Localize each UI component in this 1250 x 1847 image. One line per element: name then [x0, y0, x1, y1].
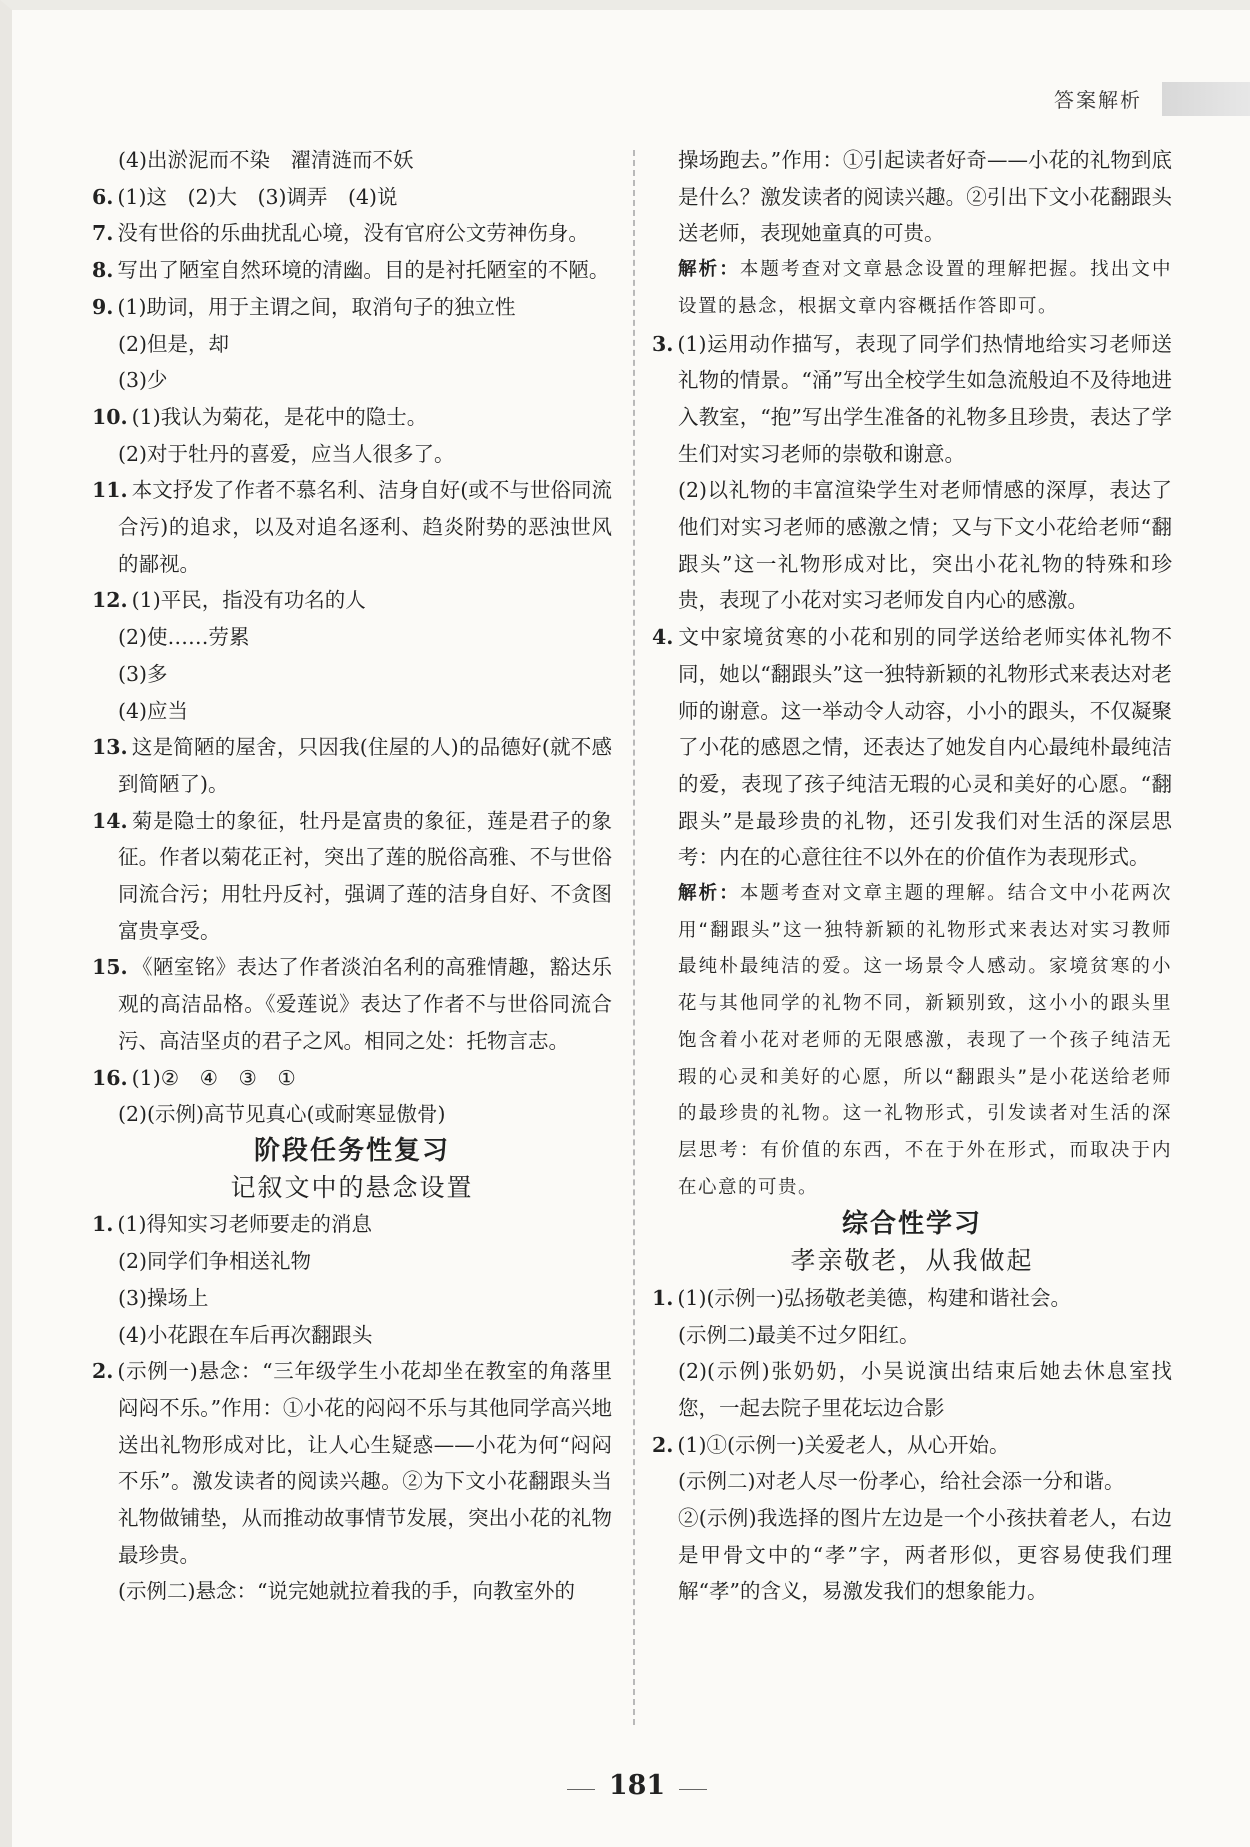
- question-number: 3.: [652, 331, 674, 356]
- section-subtitle: 记叙文中的悬念设置: [230, 1172, 474, 1202]
- answer-text: (1)这 (2)大 (3)调弄 (4)说: [117, 184, 398, 209]
- answer-text: (1)我认为菊花，是花中的隐士。: [131, 404, 428, 429]
- answer-sub: (示例二)对老人尽一份孝心，给社会添一分和谐。: [678, 1469, 1125, 1494]
- answer-sub: ②(示例)我选择的图片左边是一个小孩扶着老人，右边是甲骨文中的“孝”字，两者形似，更容易使我们理解“孝”的含义，易激发我们的想象能力。: [678, 1506, 1172, 1604]
- answer-text: 《陋室铭》表达了作者淡泊名利的高雅情趣，豁达乐观的高洁品格。《爱莲说》表达了作者不与世俗同流合污、高洁坚贞的君子之风。相同之处：托物言志。: [118, 955, 612, 1053]
- answer-4: [652, 619, 1172, 876]
- answer-text: (1)得知实习老师要走的消息: [117, 1212, 372, 1237]
- answer-text: 这是简陋的屋舍，只因我(住屋的人)的品德好(就不感到简陋了)。: [118, 735, 612, 796]
- answer-text: (1)平民，指没有功名的人: [131, 588, 366, 613]
- answer-text: (1)①(示例一)关爱老人，从心开始。: [677, 1432, 1010, 1457]
- answer-6: [92, 179, 612, 216]
- question-number: 13.: [92, 735, 128, 760]
- question-number: 9.: [92, 294, 114, 319]
- answer-sub: (2)(示例)高节见真心(或耐寒显傲骨): [118, 1102, 446, 1127]
- answer-sub: (2)同学们争相送礼物: [118, 1249, 312, 1274]
- answer-7: [92, 215, 612, 252]
- answer-14: [92, 803, 612, 950]
- question-number: 4.: [652, 625, 674, 650]
- footer-dash-right: [679, 1789, 707, 1790]
- header-label: 答案解析: [1054, 88, 1142, 112]
- question-number: 16.: [92, 1065, 128, 1090]
- answer-sub: (2)使……劳累: [118, 625, 250, 650]
- question-number: 7.: [92, 221, 114, 246]
- answer-13: [92, 729, 612, 802]
- left-column: [92, 142, 612, 1610]
- answer-sub: (2)(示例)张奶奶，小吴说演出结束后她去休息室找您，一起去院子里花坛边合影: [678, 1359, 1172, 1420]
- answer-sub: (4)小花跟在车后再次翻跟头: [118, 1322, 373, 1347]
- comprehensive-answer-1: [652, 1280, 1172, 1317]
- answer-text: (1)助词，用于主谓之间，取消句子的独立性: [117, 294, 516, 319]
- answer-text: (示例一)悬念：“三年级学生小花却坐在教室的角落里闷闷不乐。”作用：①小花的闷闷不乐与其他同学高兴地送出礼物形成对比，让人心生疑惑——小花为何“闷闷不乐”。激发读者的阅读兴趣。②为下文小花翻跟头当礼物做铺垫，从而推动故事情节发展，突出小花的礼物最珍贵。: [117, 1359, 612, 1567]
- answer-sub: (3)多: [118, 661, 168, 686]
- analysis-text: 本题考查对文章悬念设置的理解把握。找出文中设置的悬念，根据文章内容概括作答即可。: [678, 259, 1172, 317]
- comprehensive-answer-2: [652, 1427, 1172, 1464]
- answer-sub: (4)应当: [118, 698, 189, 723]
- question-number: 11.: [92, 478, 128, 503]
- question-number: 8.: [92, 258, 114, 283]
- analysis-text: 本题考查对文章主题的理解。结合文中小花两次用“翻跟头”这一独特新颖的礼物形式来表达对实习教师最纯朴最纯洁的爱。这一场景令人感动。家境贫寒的小花与其他同学的礼物不同，新颖别致，这小小的跟头里饱含着小花对老师的无限感激，表现了一个孩子纯洁无瑕的心灵和美好的心愿，所以“翻跟头”是小花送给老师的最珍贵的礼物。这一礼物形式，引发读者对生活的深层思考：有价值的东西，不在于外在形式，而取决于内在心意的可贵。: [678, 883, 1172, 1198]
- answer-text: 写出了陋室自然环境的清幽。目的是衬托陋室的不陋。: [117, 258, 610, 283]
- right-column: [652, 142, 1172, 1610]
- question-number: 2.: [652, 1432, 674, 1457]
- answer-text: (1)运用动作描写，表现了同学们热情地给实习老师送礼物的情景。“涌”写出全校学生如急流般迫不及待地进入教室，“抱”写出学生准备的礼物多且珍贵，表达了学生们对实习老师的崇敬和谢意。: [677, 331, 1172, 466]
- answer-9: [92, 289, 612, 326]
- review-answer-1: [92, 1206, 612, 1243]
- question-number: 14.: [92, 808, 128, 833]
- answer-16: [92, 1060, 612, 1097]
- column-divider: [633, 150, 635, 1725]
- answer-text: 文中家境贫寒的小花和别的同学送给老师实体礼物不同，她以“翻跟头”这一独特新颖的礼物形式来表达对老师的谢意。这一举动令人动容，小小的跟头，不仅凝聚了小花的感恩之情，还表达了她发自内心最纯朴最纯洁的爱，表现了孩子纯洁无瑕的心灵和美好的心愿。“翻跟头”是最珍贵的礼物，还引发我们对生活的深层思考：内在的心意往往不以外在的价值作为表现形式。: [677, 625, 1172, 870]
- answer-sub: (2)但是，却: [118, 331, 230, 356]
- answer-sub: (3)少: [118, 368, 168, 393]
- answer-text: (1)② ④ ③ ①: [131, 1065, 296, 1090]
- question-number: 2.: [92, 1359, 114, 1384]
- analysis: [652, 252, 1172, 325]
- answer-sub: (2)对于牡丹的喜爱，应当人很多了。: [118, 441, 455, 466]
- section-title: 阶段任务性复习: [253, 1135, 450, 1166]
- answer-text: 本文抒发了作者不慕名利、洁身自好(或不与世俗同流合污)的追求，以及对追名逐利、趋炎附势的恶浊世风的鄙视。: [118, 478, 612, 576]
- analysis-label: 解析：: [678, 883, 740, 905]
- question-number: 10.: [92, 404, 128, 429]
- review-answer-2: [92, 1353, 612, 1573]
- question-number: 12.: [92, 588, 128, 613]
- answer-3: [652, 326, 1172, 473]
- answer-11: [92, 472, 612, 582]
- answer-line: (4)出淤泥而不染 濯清涟而不妖: [118, 148, 414, 172]
- question-number: 1.: [652, 1285, 674, 1310]
- answer-8: [92, 252, 612, 289]
- question-number: 6.: [92, 184, 114, 209]
- answer-sub: (示例二)最美不过夕阳红。: [678, 1322, 920, 1347]
- answer-continued: 操场跑去。”作用：①引起读者好奇——小花的礼物到底是什么？激发读者的阅读兴趣。②引出下文小花翻跟头送老师，表现她童真的可贵。: [678, 148, 1172, 246]
- question-number: 15.: [92, 955, 128, 980]
- section-title: 综合性学习: [841, 1209, 982, 1240]
- page-footer: [12, 1770, 1250, 1801]
- answer-sub: (2)以礼物的丰富渲染学生对老师情感的深厚，表达了他们对实习老师的感激之情；又与下文小花给老师“翻跟头”这一礼物形成对比，突出小花礼物的特殊和珍贵，表现了小花对实习老师发自内心的感激。: [678, 478, 1172, 613]
- question-number: 1.: [92, 1212, 114, 1237]
- header-tab-bar: [1162, 82, 1250, 116]
- answer-sub: (示例二)悬念：“说完她就拉着我的手，向教室外的: [118, 1579, 575, 1604]
- answer-12: [92, 582, 612, 619]
- analysis-label: 解析：: [678, 259, 740, 281]
- answer-text: 没有世俗的乐曲扰乱心境，没有官府公文劳神伤身。: [117, 221, 589, 246]
- answer-text: (1)(示例一)弘扬敬老美德，构建和谐社会。: [677, 1285, 1071, 1310]
- footer-dash-left: [567, 1789, 595, 1790]
- analysis: [652, 876, 1172, 1206]
- page-number: 181: [608, 1770, 666, 1801]
- answer-15: [92, 949, 612, 1059]
- answer-sub: (3)操场上: [118, 1285, 209, 1310]
- answer-text: 菊是隐士的象征，牡丹是富贵的象征，莲是君子的象征。作者以菊花正衬，突出了莲的脱俗高雅、不与世俗同流合污；用牡丹反衬，强调了莲的洁身自好、不贪图富贵享受。: [118, 808, 612, 943]
- section-subtitle: 孝亲敬老，从我做起: [790, 1246, 1034, 1276]
- answer-10: [92, 399, 612, 436]
